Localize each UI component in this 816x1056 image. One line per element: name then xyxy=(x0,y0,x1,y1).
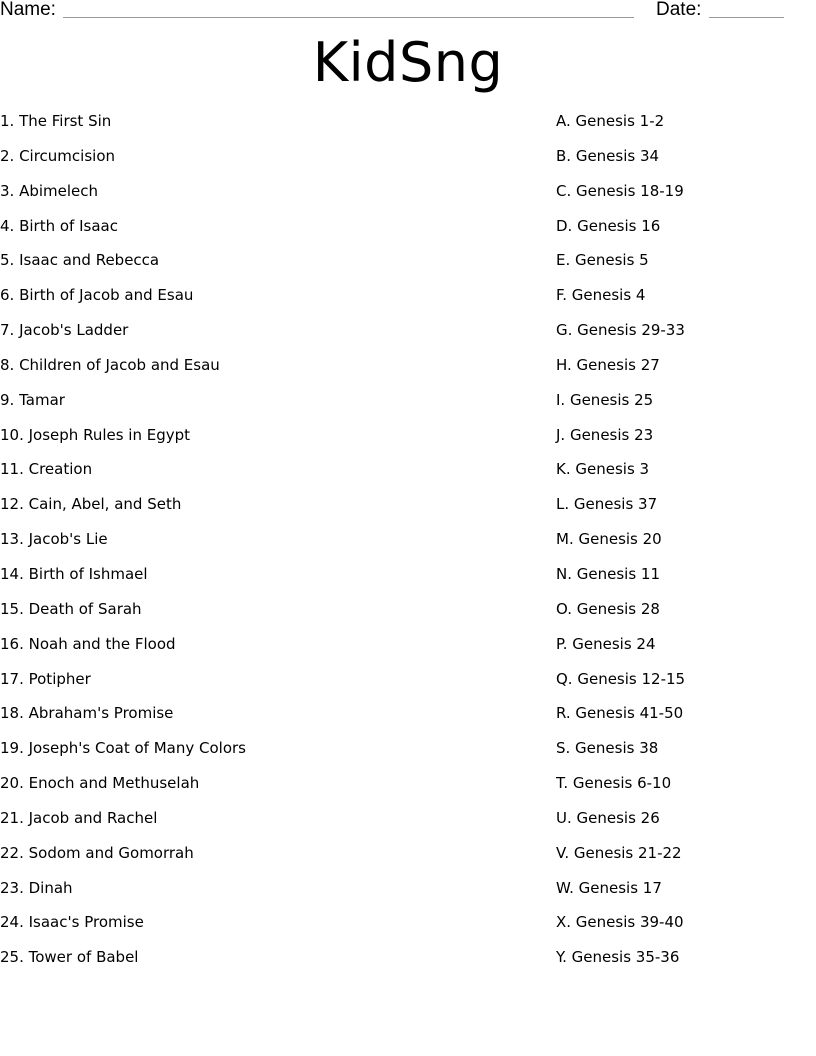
clue-item: 20. Enoch and Methuselah xyxy=(0,774,200,793)
clue-item: 5. Isaac and Rebecca xyxy=(0,251,160,270)
answer-item: R. Genesis 41-50 xyxy=(556,704,684,723)
clue-item: 12. Cain, Abel, and Seth xyxy=(0,495,182,514)
answer-item: X. Genesis 39-40 xyxy=(556,913,684,932)
answer-item: C. Genesis 18-19 xyxy=(556,181,684,200)
date-blank-line[interactable] xyxy=(709,17,784,18)
clue-list xyxy=(0,111,520,982)
clue-item: 19. Joseph's Coat of Many Colors xyxy=(0,739,246,758)
clue-item: 16. Noah and the Flood xyxy=(0,634,176,653)
clue-item: 10. Joseph Rules in Egypt xyxy=(0,425,191,444)
clue-item: 2. Circumcision xyxy=(0,146,116,165)
answer-item: L. Genesis 37 xyxy=(556,495,658,514)
answer-item: A. Genesis 1-2 xyxy=(556,112,665,130)
date-label: Date: xyxy=(656,0,702,20)
answer-item: H. Genesis 27 xyxy=(556,355,660,374)
answer-item: M. Genesis 20 xyxy=(556,530,662,549)
clue-item: 24. Isaac's Promise xyxy=(0,913,144,932)
answer-item: U. Genesis 26 xyxy=(556,808,660,827)
answer-item: S. Genesis 38 xyxy=(556,739,659,758)
clue-item: 22. Sodom and Gomorrah xyxy=(0,843,194,862)
clue-item: 9. Tamar xyxy=(0,390,65,409)
clue-item: 23. Dinah xyxy=(0,878,73,897)
answer-item: V. Genesis 21-22 xyxy=(556,843,682,862)
name-blank-line[interactable] xyxy=(63,17,634,18)
clue-item: 15. Death of Sarah xyxy=(0,599,142,618)
clue-item: 13. Jacob's Lie xyxy=(0,530,108,549)
clue-item: 21. Jacob and Rachel xyxy=(0,808,158,827)
worksheet-title: KidSng xyxy=(312,31,504,94)
answer-item: J. Genesis 23 xyxy=(556,425,654,444)
clue-item: 14. Birth of Ishmael xyxy=(0,564,148,583)
answer-item: E. Genesis 5 xyxy=(556,251,649,270)
clue-item: 4. Birth of Isaac xyxy=(0,216,118,235)
worksheet-header xyxy=(0,0,816,24)
answer-item: T. Genesis 6-10 xyxy=(556,774,672,793)
answer-item: Q. Genesis 12-15 xyxy=(556,669,686,688)
clue-item: 11. Creation xyxy=(0,460,93,479)
clue-item: 7. Jacob's Ladder xyxy=(0,321,129,340)
answer-item: P. Genesis 24 xyxy=(556,634,656,653)
clue-item: 1. The First Sin xyxy=(0,112,112,130)
answer-item: Y. Genesis 35-36 xyxy=(556,948,680,967)
answer-item: G. Genesis 29-33 xyxy=(556,321,685,340)
name-label: Name: xyxy=(0,0,56,20)
clue-item: 25. Tower of Babel xyxy=(0,948,139,967)
answer-item: B. Genesis 34 xyxy=(556,146,660,165)
answer-item: I. Genesis 25 xyxy=(556,390,654,409)
answer-item: O. Genesis 28 xyxy=(556,599,660,618)
answer-item: D. Genesis 16 xyxy=(556,216,661,235)
clue-item: 17. Potipher xyxy=(0,669,91,688)
clue-item: 3. Abimelech xyxy=(0,181,99,200)
answer-item: W. Genesis 17 xyxy=(556,878,662,897)
answer-item: K. Genesis 3 xyxy=(556,460,650,479)
answer-item: F. Genesis 4 xyxy=(556,286,646,305)
clue-item: 6. Birth of Jacob and Esau xyxy=(0,286,194,305)
clue-item: 18. Abraham's Promise xyxy=(0,704,174,723)
answer-item: N. Genesis 11 xyxy=(556,564,660,583)
clue-item: 8. Children of Jacob and Esau xyxy=(0,355,220,374)
answer-list xyxy=(556,111,816,982)
